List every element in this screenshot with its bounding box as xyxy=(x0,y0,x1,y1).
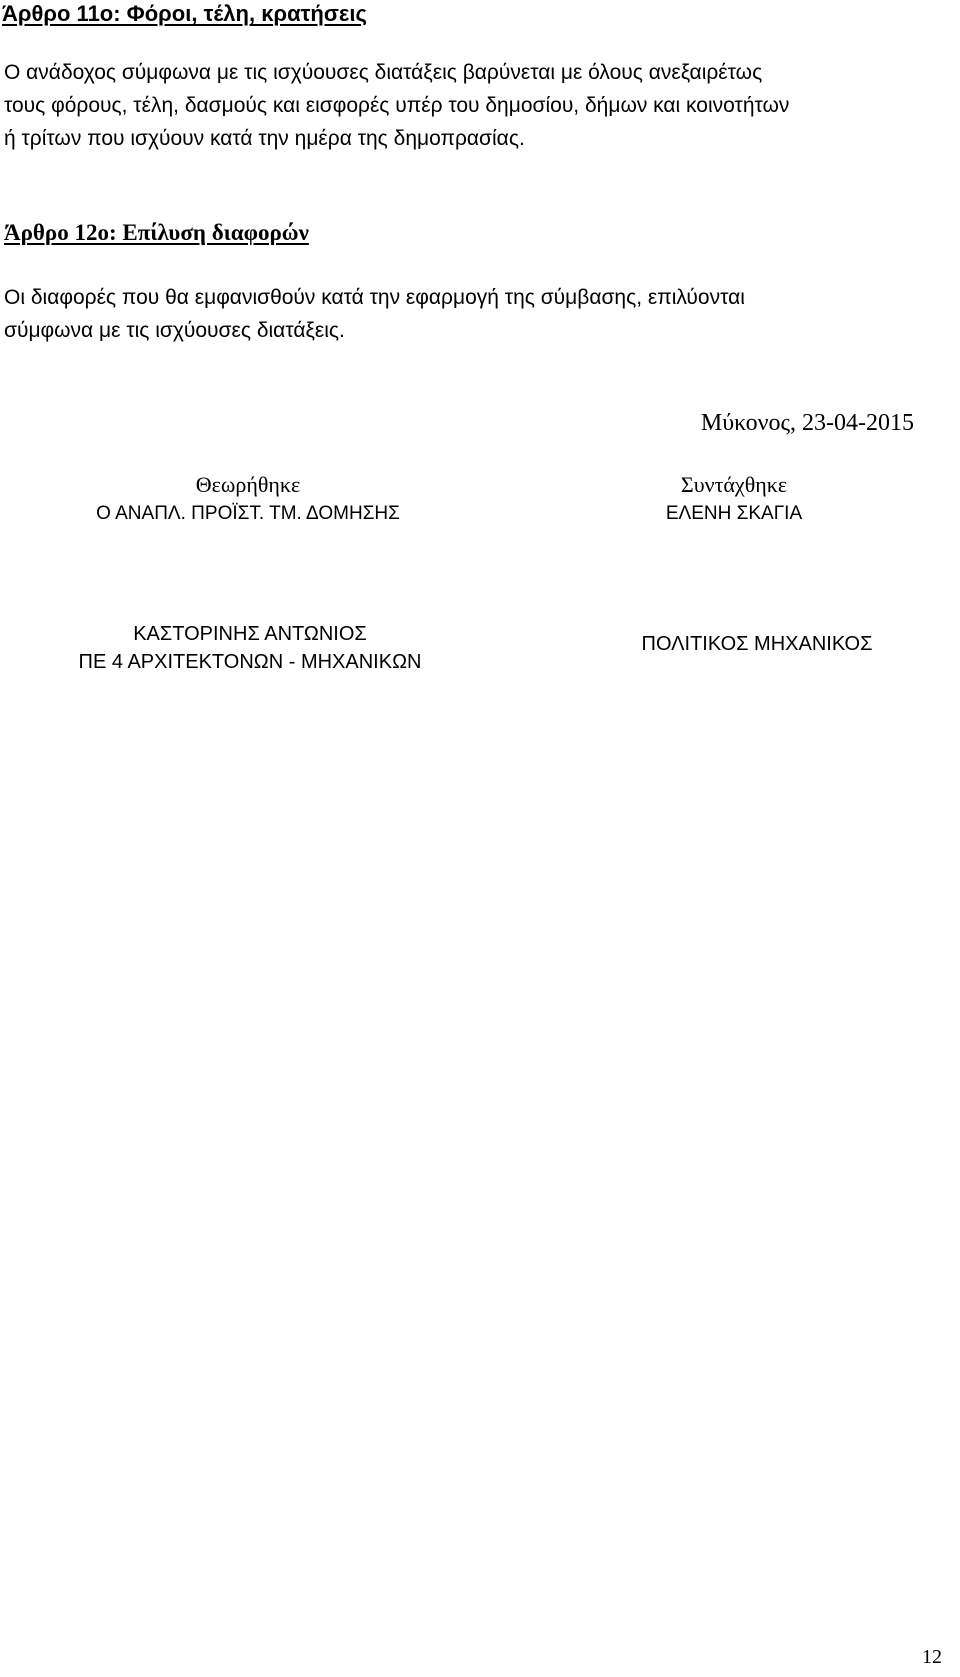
signatory-left-name: ΚΑΣΤΟΡΙΝΗΣ ΑΝΤΩΝΙΟΣ xyxy=(133,623,367,645)
signature-block-reviewed xyxy=(56,470,440,528)
signatory-left xyxy=(30,620,470,676)
article-11-line-2: τους φόρους, τέλη, δασμούς και εισφορές υπέρ του δημοσίου, δήμων και κοινοτήτων xyxy=(4,94,790,117)
signatory-right xyxy=(614,630,900,658)
article-11-line-1: Ο ανάδοχος σύμφωνα με τις ισχύουσες διατάξεις βαρύνεται με όλους ανεξαιρέτως xyxy=(4,61,763,84)
signature-block-compiled xyxy=(594,470,874,528)
page-number: 12 xyxy=(922,1646,942,1668)
place-date-line: Μύκονος, 23-04-2015 xyxy=(700,410,914,436)
article-12-heading: Άρθρο 12ο: Επίλυση διαφορών xyxy=(4,220,309,245)
signatory-left-position: ΠΕ 4 ΑΡΧΙΤΕΚΤΟΝΩΝ - ΜΗΧΑΝΙΚΩΝ xyxy=(78,651,422,673)
article-11-heading: Άρθρο 11ο: Φόροι, τέλη, κρατήσεις xyxy=(2,1,367,26)
reviewed-title: Θεωρήθηκε xyxy=(195,472,301,497)
compiled-title: Συντάχθηκε xyxy=(680,472,788,497)
article-12-line-2: σύμφωνα με τις ισχύουσες διατάξεις. xyxy=(4,319,345,342)
reviewer-role: Ο ΑΝΑΠΛ. ΠΡΟΪΣΤ. ΤΜ. ΔΟΜΗΣΗΣ xyxy=(96,503,400,524)
signatory-right-position: ΠΟΛΙΤΙΚΟΣ ΜΗΧΑΝΙΚΟΣ xyxy=(641,633,873,655)
article-12-line-1: Οι διαφορές που θα εμφανισθούν κατά την εφαρμογή της σύμβασης, επιλύονται xyxy=(4,286,745,309)
article-11-line-3: ή τρίτων που ισχύουν κατά την ημέρα της δημοπρασίας. xyxy=(4,127,525,150)
compiler-name: ΕΛΕΝΗ ΣΚΑΓΙΑ xyxy=(665,503,803,524)
